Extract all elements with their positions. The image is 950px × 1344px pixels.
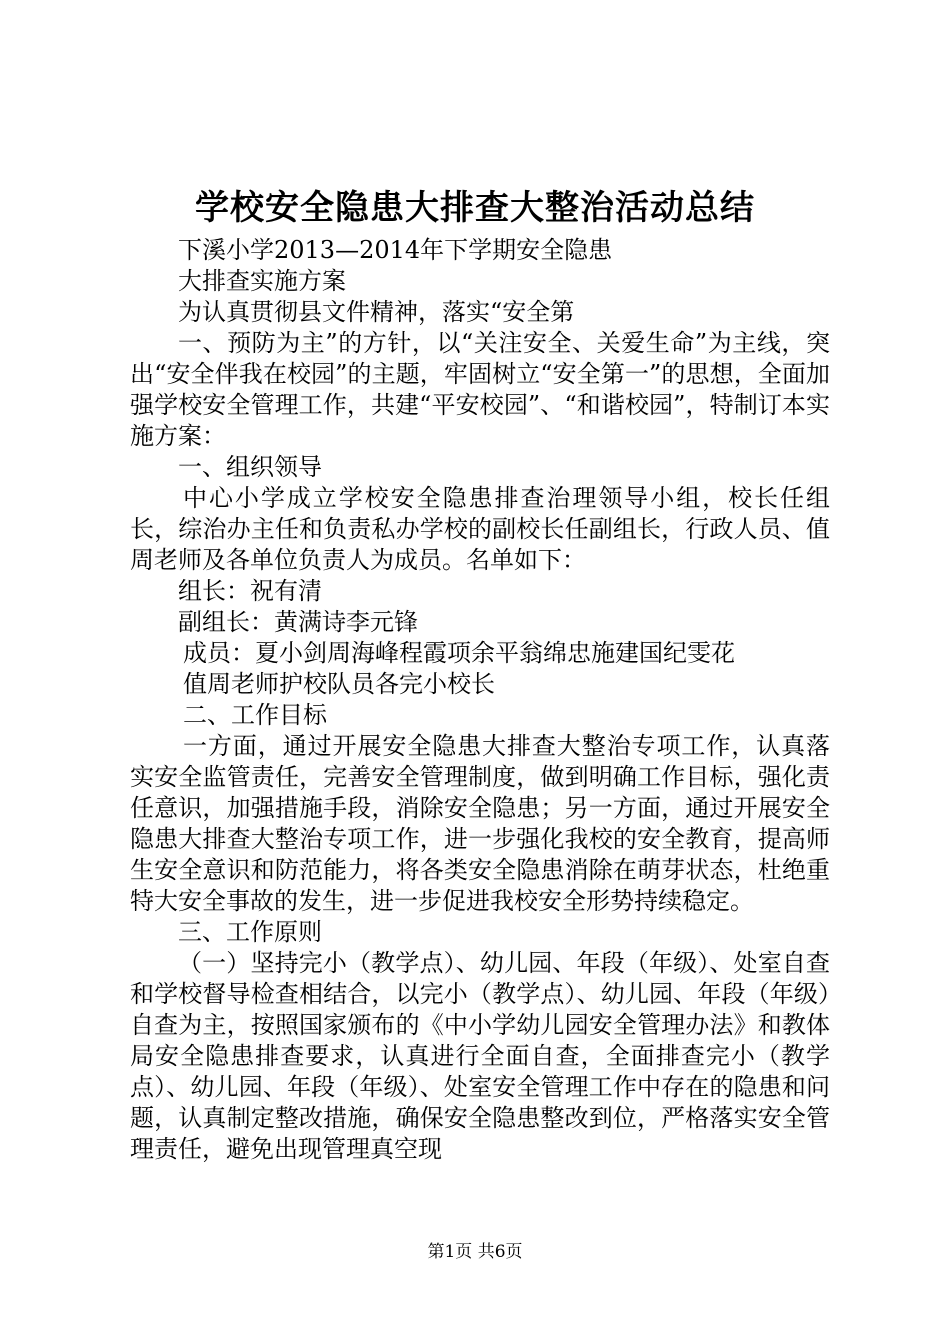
section-heading: 三、工作原则 xyxy=(178,918,322,946)
paragraph: 组长：祝有清 xyxy=(178,577,322,605)
paragraph: （一）坚持完小（教学点）、幼儿园、年段（年级）、处室自查和学校督导检查相结合，以完小（教学点）、幼儿园、年段（年级）自查为主，按照国家颁布的《中小学幼儿园安全管理办法》和教体局安全隐患排查要求，认真进行全面自查，全面排查完小（教学点）、幼儿园、年段（年级）、处室安全管理工作中存在的隐患和问题，认真制定整改措施，确保安全隐患整改到位，严格落实安全管理责任，避免出现管理真空现 xyxy=(130,949,830,1163)
paragraph: 副组长：黄满诗李元锋 xyxy=(178,608,418,636)
section-heading: 一、组织领导 xyxy=(178,453,322,481)
paragraph: 一方面，通过开展安全隐患大排查大整治专项工作，认真落实安全监管责任，完善安全管理制度，做到明确工作目标，强化责任意识，加强措施手段，消除安全隐患；另一方面，通过开展安全隐患大排查大整治专项工作，进一步强化我校的安全教育，提高师生安全意识和防范能力，将各类安全隐患消除在萌芽状态，杜绝重特大安全事故的发生，进一步促进我校安全形势持续稳定。 xyxy=(130,732,830,915)
paragraph: 一、预防为主”的方针，以“关注安全、关爱生命”为主线，突出“安全伴我在校园”的主题，牢固树立“安全第一”的思想，全面加强学校安全管理工作，共建“平安校园”、“和谐校园”，特制订本实施方案： xyxy=(130,329,830,450)
paragraph: 下溪小学2013—2014年下学期安全隐患 xyxy=(178,236,613,264)
document-body xyxy=(130,235,830,1165)
paragraph: 成员：夏小剑周海峰程霞项余平翁绵忠施建国纪雯花 xyxy=(183,639,735,667)
paragraph: 值周老师护校队员各完小校长 xyxy=(183,670,495,698)
page-number: 第1页 共6页 xyxy=(427,1242,523,1262)
document-title: 学校安全隐患大排查大整治活动总结 xyxy=(195,188,755,228)
paragraph: 中心小学成立学校安全隐患排查治理领导小组，校长任组长，综治办主任和负责私办学校的副校长任副组长，行政人员、值周老师及各单位负责人为成员。名单如下： xyxy=(130,484,830,574)
paragraph: 大排查实施方案 xyxy=(178,267,346,295)
paragraph: 为认真贯彻县文件精神，落实“安全第 xyxy=(178,298,575,326)
section-heading: 二、工作目标 xyxy=(183,701,327,729)
